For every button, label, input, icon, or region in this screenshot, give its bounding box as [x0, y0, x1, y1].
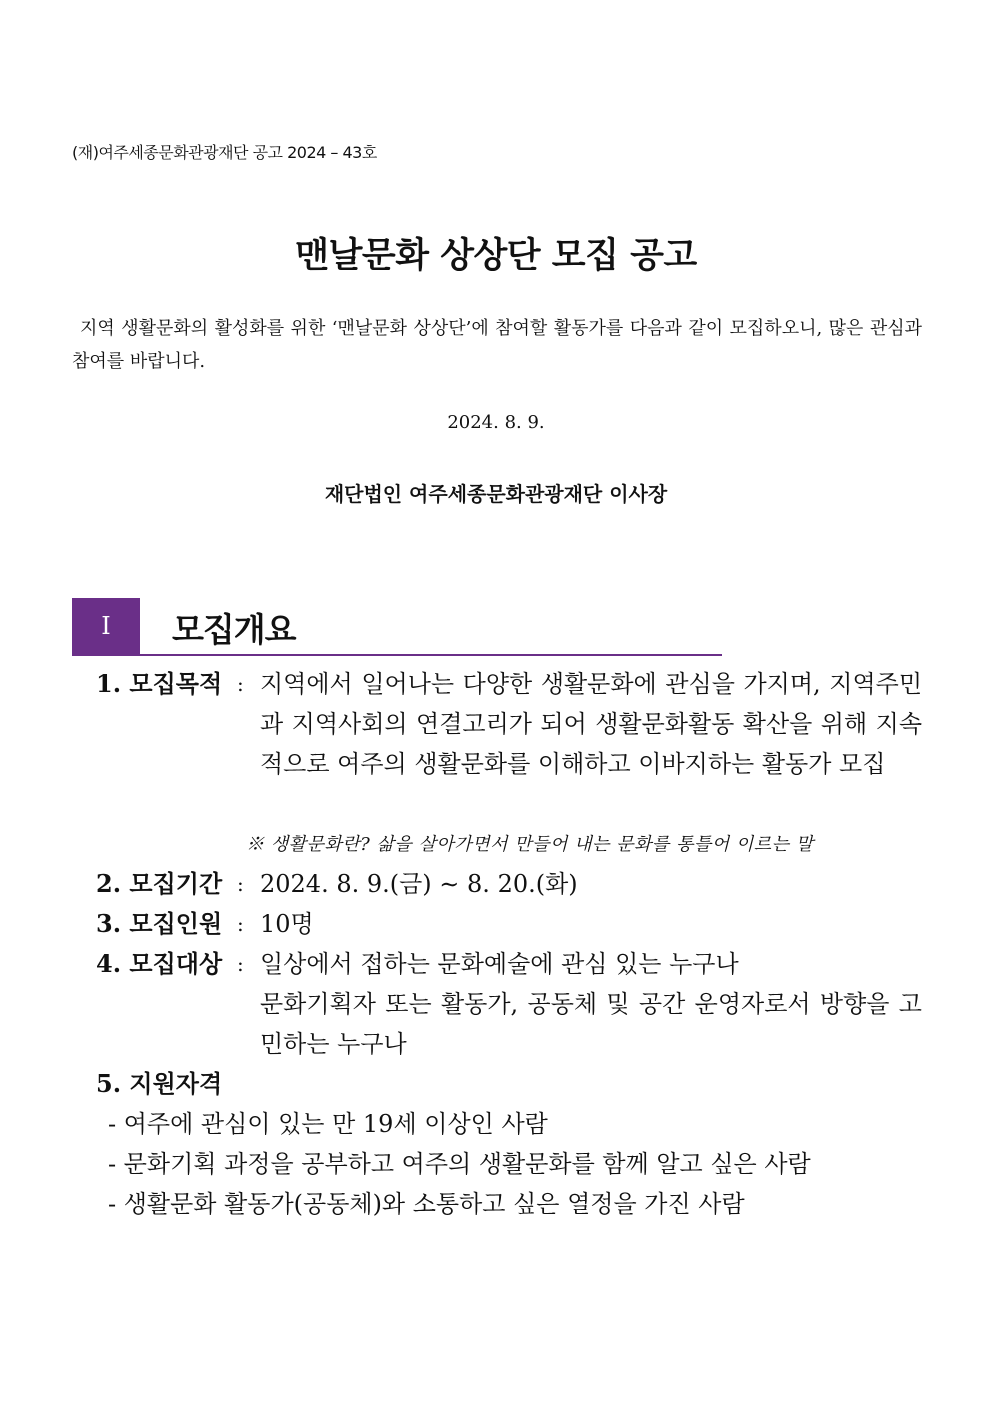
item-colon: : [237, 672, 244, 696]
item-label: 3. 모집인원 [96, 909, 223, 938]
item-label: 1. 모집목적 [96, 669, 223, 698]
intro-paragraph: 지역 생활문화의 활성화를 위한 ‘맨날문화 상상단’에 참여할 활동가를 다음과 같이 모집하오니, 많은 관심과 참여를 바랍니다. [72, 318, 922, 372]
page-title: 맨날문화 상상단 모집 공고 [295, 236, 697, 276]
section-title: 모집개요 [172, 610, 296, 649]
issuer: 재단법인 여주세종문화관광재단 이사장 [324, 482, 668, 506]
item-colon: : [237, 952, 244, 976]
item-label: 2. 모집기간 [96, 869, 223, 898]
definition-note: ※ 생활문화란? 삶을 살아가면서 만들어 내는 문화를 통틀어 이르는 말 [246, 834, 814, 855]
qualification-item: - 여주에 관심이 있는 만 19세 이상인 사람 [108, 1110, 548, 1138]
item-text-secondary: 문화기획자 또는 활동가, 공동체 및 공간 운영자로서 방향을 고민하는 누구나 [260, 990, 922, 1058]
announcement-date: 2024. 8. 9. [447, 412, 545, 433]
section-header [72, 598, 722, 656]
qualification-item: - 생활문화 활동가(공동체)와 소통하고 싶은 열정을 가진 사람 [108, 1190, 745, 1218]
qualification-item: - 문화기획 과정을 공부하고 여주의 생활문화를 함께 알고 싶은 사람 [108, 1150, 811, 1178]
item-text: 지역에서 일어나는 다양한 생활문화에 관심을 가지며, 지역주민과 지역사회의 연결고리가 되어 생활문화활동 확산을 위해 지속적으로 여주의 생활문화를 이해하고 이바지하는 활동가 모집 [260, 670, 922, 778]
item-text: 일상에서 접하는 문화예술에 관심 있는 누구나 [260, 950, 739, 978]
section-number-badge: Ⅰ [72, 598, 140, 654]
item-text: 2024. 8. 9.(금) ∼ 8. 20.(화) [260, 870, 578, 898]
item-label: 5. 지원자격 [96, 1069, 223, 1098]
item-colon: : [237, 872, 244, 896]
item-label: 4. 모집대상 [96, 949, 223, 978]
item-colon: : [237, 912, 244, 936]
item-text: 10명 [260, 910, 314, 938]
notice-number: (재)여주세종문화관광재단 공고 2024 – 43호 [72, 143, 377, 162]
